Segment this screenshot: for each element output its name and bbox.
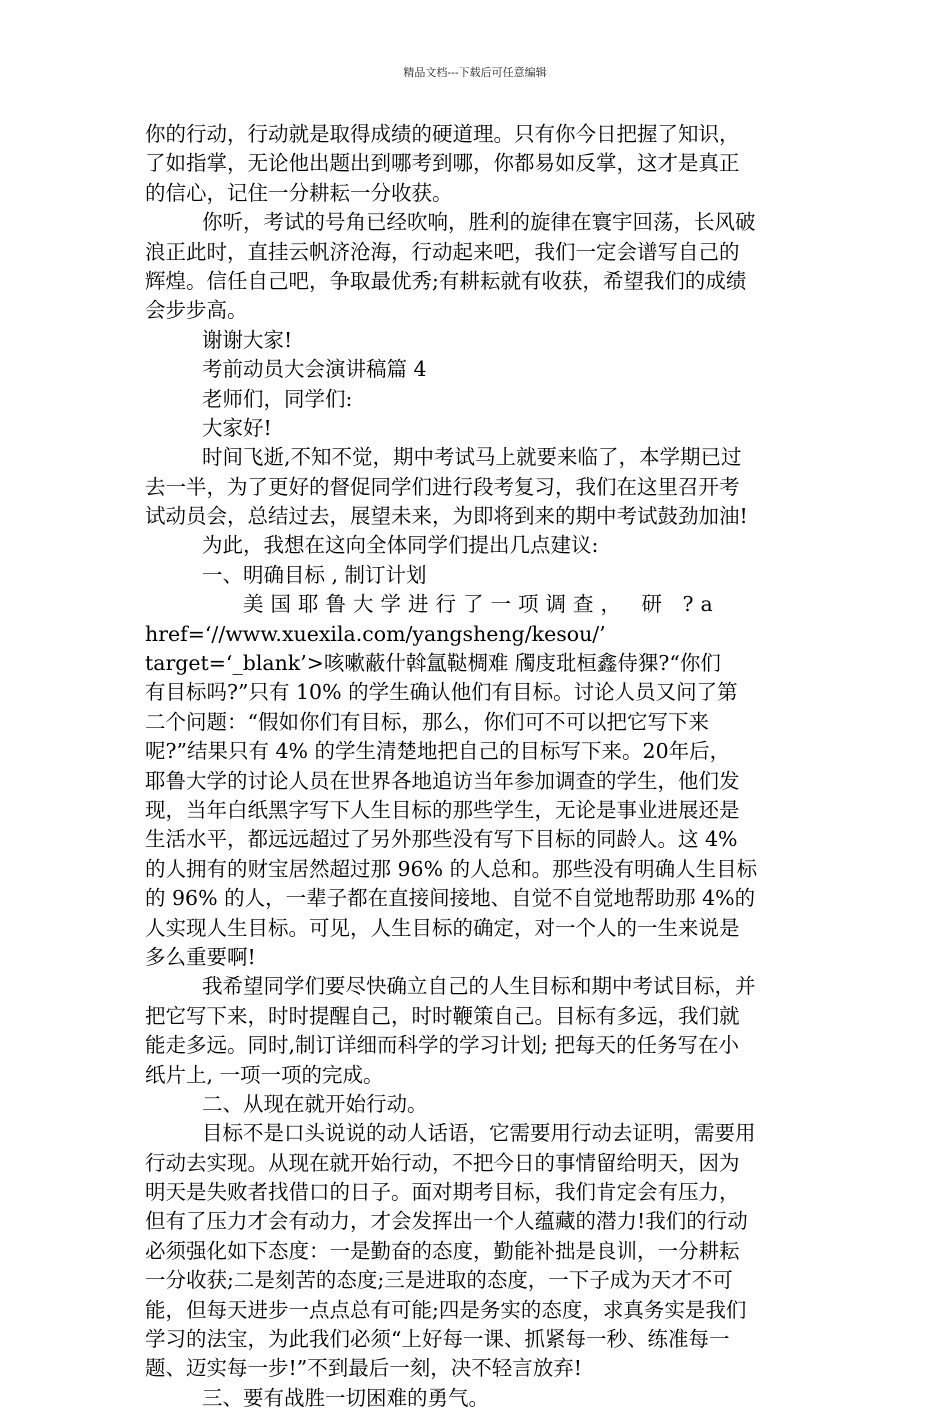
text-line: 人实现人生目标。可见，人生目标的确定，对一个人的一生来说是 [145, 915, 740, 940]
text-line: 的 96% 的人，一辈子都在直接间接地、自觉不自觉地帮助那 4%的 [145, 886, 756, 911]
text-line: 有目标吗?”只有 10% 的学生确认他们有目标。讨论人员又问了第 [145, 680, 738, 705]
text-line: 把它写下来，时时提醒自己，时时鞭策自己。目标有多远，我们就 [145, 1003, 740, 1028]
text-line: 一、明确目标 , 制订计划 [202, 562, 427, 587]
text-line: 美国耶鲁大学进行了一项调查， 研 ?a [243, 592, 720, 617]
text-line: 纸片上, 一项一项的完成。 [145, 1062, 384, 1087]
text-line: 为此，我想在这向全体同学们提出几点建议: [202, 533, 599, 558]
text-line: 你的行动，行动就是取得成绩的硬道理。只有你今日把握了知识， [145, 122, 740, 146]
text-line: 必须强化如下态度：一是勤奋的态度，勤能补拙是良训，一分耕耘 [145, 1238, 740, 1263]
document-body [145, 120, 809, 1413]
text-line: 大家好! [202, 415, 272, 440]
text-line: 现，当年白纸黑字写下人生目标的那些学生，无论是事业进展还是 [145, 797, 740, 822]
text-line: 但有了压力才会有动力，才会发挥出一个人蕴藏的潜力!我们的行动 [145, 1209, 748, 1234]
text-line: target=‘_blank’>咳嗽蔽什斡氲鞑椆难 斶庋玭桓鑫侍猓?“你们 [145, 651, 721, 676]
text-line: 浪正此时，直挂云帆济沧海，行动起来吧，我们一定会谱写自己的 [145, 239, 740, 264]
text-line: 能走多远。同时,制订详细而科学的学习计划; 把每天的任务写在小 [145, 1033, 739, 1058]
text-line: 能，但每天进步一点点总有可能;四是务实的态度，求真务实是我们 [145, 1297, 747, 1322]
text-line: 去一半，为了更好的督促同学们进行段考复习，我们在这里召开考 [145, 474, 740, 499]
text-line: 题、迈实每一步!”不到最后一刻，决不轻言放弃! [145, 1356, 582, 1381]
text-line: 辉煌。信任自己吧，争取最优秀;有耕耘就有收获，希望我们的成绩 [145, 268, 747, 293]
text-line: 谢谢大家! [202, 327, 293, 352]
text-line: 多么重要啊! [145, 944, 256, 969]
text-line: 考前动员大会演讲稿篇 4 [202, 357, 427, 382]
text-line: 你听，考试的号角已经吹响，胜利的旋律在寰宇回荡，长风破 [202, 210, 756, 235]
page-header: 精品文档---下载后可任意编辑 [403, 66, 547, 79]
text-line: 老师们，同学们: [202, 386, 353, 411]
text-line: 一分收获;二是刻苦的态度;三是进取的态度，一下子成为天才不可 [145, 1268, 733, 1293]
text-line: 二个问题：“假如你们有目标，那么，你们可不可以把它写下来 [145, 709, 709, 734]
text-line: 二、从现在就开始行动。 [202, 1091, 428, 1116]
text-line: 呢?”结果只有 4% 的学生清楚地把自己的目标写下来。20年后， [145, 739, 731, 764]
text-line: 三、要有战胜一切困难的勇气。 [202, 1385, 489, 1410]
text-line: 明天是失败者找借口的日子。面对期考目标，我们肯定会有压力， [145, 1180, 740, 1205]
text-line: 试动员会，总结过去，展望未来，为即将到来的期中考试鼓劲加油! [145, 504, 748, 529]
text-line: 学习的法宝，为此我们必须“上好每一课、抓紧每一秒、练准每一 [145, 1327, 730, 1352]
text-line: 的信心，记住一分耕耘一分收获。 [145, 180, 453, 205]
text-line: 耶鲁大学的讨论人员在世界各地追访当年参加调查的学生，他们发 [145, 768, 740, 793]
text-line: 我希望同学们要尽快确立自己的人生目标和期中考试目标，并 [202, 974, 756, 999]
text-line: 行动去实现。从现在就开始行动，不把今日的事情留给明天，因为 [145, 1150, 740, 1175]
text-line: 的人拥有的财宝居然超过那 96% 的人总和。那些没有明确人生目标 [145, 856, 758, 881]
text-line: 生活水平，都远远超过了另外那些没有写下目标的同龄人。这 4% [145, 827, 738, 852]
text-line: 时间飞逝,不知不觉，期中考试马上就要来临了，本学期已过 [202, 445, 742, 470]
text-line: 会步步高。 [145, 298, 248, 323]
text-line: 了如指掌，无论他出题出到哪考到哪，你都易如反掌，这才是真正 [145, 151, 740, 176]
text-line: href=‘//www.xuexila.com/yangsheng/kesou/’ [145, 621, 606, 646]
text-line: 目标不是口头说说的动人话语，它需要用行动去证明，需要用 [202, 1121, 756, 1146]
